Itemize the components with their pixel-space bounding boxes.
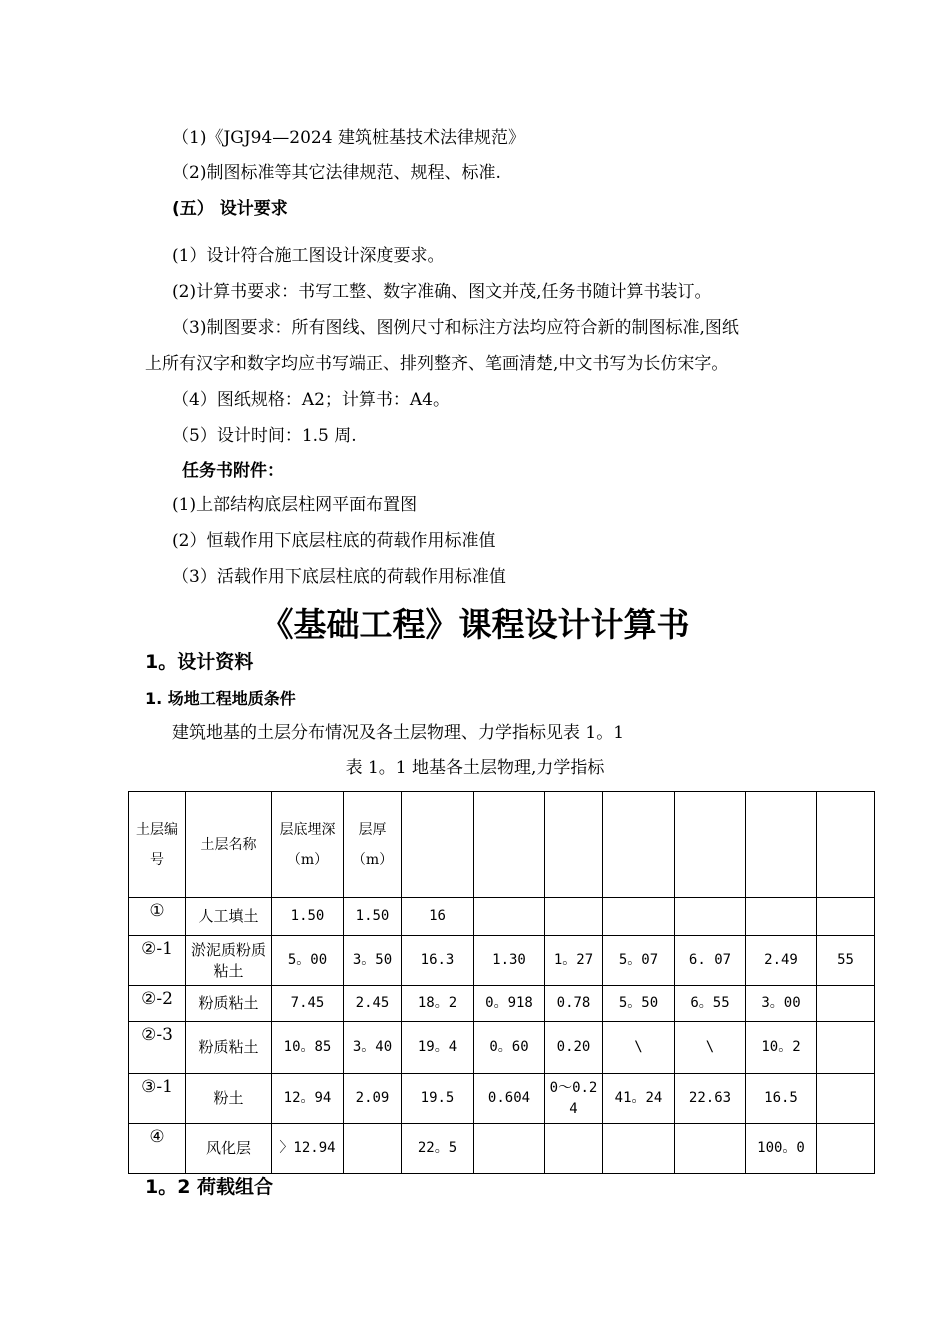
table-row (129, 898, 875, 936)
section-heading-design-requirements: (五） 设计要求 (172, 199, 288, 219)
cell-layer-no: ③-1 (129, 1074, 186, 1124)
requirement-3-line-2: 上所有汉字和数字均应书写端正、排列整齐、笔画清楚,中文书写为长仿宋字。 (145, 354, 729, 374)
cell-value (746, 898, 817, 936)
attachment-1: (1)上部结构底层柱网平面布置图 (172, 495, 418, 515)
requirement-4: （4）图纸规格：A2；计算书：A4。 (172, 390, 451, 410)
cell-value (817, 1074, 875, 1124)
cell-value: 3。40 (344, 1022, 402, 1074)
requirement-2: (2)计算书要求：书写工整、数字准确、图文并茂,任务书随计算书装订。 (172, 282, 712, 302)
header-empty (545, 792, 603, 898)
cell-value: 3。50 (344, 936, 402, 986)
cell-value: 55 (817, 936, 875, 986)
cell-value: 0.20 (545, 1022, 603, 1074)
header-empty (402, 792, 474, 898)
section-1-1-heading: 1. 场地工程地质条件 (145, 689, 296, 708)
cell-value: 22。5 (402, 1124, 474, 1174)
cell-layer-no: ① (129, 898, 186, 936)
attachment-3: （3）活载作用下底层柱底的荷载作用标准值 (172, 567, 506, 587)
cell-value (344, 1124, 402, 1174)
cell-value: 2.49 (746, 936, 817, 986)
cell-value: 19.5 (402, 1074, 474, 1124)
cell-value: 5。07 (603, 936, 675, 986)
cell-value (545, 898, 603, 936)
cell-value: 〉12.94 (272, 1124, 344, 1174)
header-empty (675, 792, 746, 898)
cell-layer-no: ④ (129, 1124, 186, 1174)
cell-value: 6. 07 (675, 936, 746, 986)
table-caption: 表 1。1 地基各土层物理,力学指标 (345, 758, 605, 778)
cell-value: 12。94 (272, 1074, 344, 1124)
header-layer-no: 土层编号 (129, 792, 186, 898)
cell-value: 3。00 (746, 986, 817, 1022)
cell-value: 5。50 (603, 986, 675, 1022)
cell-value: 1.50 (344, 898, 402, 936)
cell-value: 1。27 (545, 936, 603, 986)
header-empty (746, 792, 817, 898)
cell-value (603, 1124, 675, 1174)
table-row (129, 986, 875, 1022)
cell-value: 0～0.24 (545, 1074, 603, 1124)
table-row (129, 1124, 875, 1174)
cell-value: \ (603, 1022, 675, 1074)
requirement-1: (1）设计符合施工图设计深度要求。 (172, 246, 445, 266)
header-bottom-depth: 层底埋深（m） (272, 792, 344, 898)
cell-value (817, 1124, 875, 1174)
attachments-heading: 任务书附件： (182, 461, 284, 481)
cell-layer-name: 粉土 (186, 1074, 272, 1124)
cell-value: 2.09 (344, 1074, 402, 1124)
cell-value (474, 1124, 545, 1174)
requirement-3-line-1: （3)制图要求：所有图线、图例尺寸和标注方法均应符合新的制图标准,图纸 (172, 318, 739, 338)
header-layer-name: 土层名称 (186, 792, 272, 898)
calculation-book-title: 《基础工程》课程设计计算书 (260, 605, 690, 644)
cell-value: 1.50 (272, 898, 344, 936)
cell-value: 1.30 (474, 936, 545, 986)
cell-value: 16.5 (746, 1074, 817, 1124)
cell-value: 16.3 (402, 936, 474, 986)
section-1-2-heading: 1。2 荷载组合 (145, 1176, 274, 1198)
cell-value: 18。2 (402, 986, 474, 1022)
reference-item-2: （2)制图标准等其它法律规范、规程、标准. (172, 163, 501, 183)
cell-value: 100。0 (746, 1124, 817, 1174)
header-thickness: 层厚（m） (344, 792, 402, 898)
cell-value: 5。00 (272, 936, 344, 986)
header-empty (603, 792, 675, 898)
cell-value: 7.45 (272, 986, 344, 1022)
cell-layer-name: 粉质粘土 (186, 986, 272, 1022)
cell-value (817, 986, 875, 1022)
table-row (129, 1022, 875, 1074)
soil-properties-table (128, 791, 875, 1174)
cell-value: 10。2 (746, 1022, 817, 1074)
cell-value: \ (675, 1022, 746, 1074)
cell-value: 22.63 (675, 1074, 746, 1124)
header-empty (474, 792, 545, 898)
cell-value: 19。4 (402, 1022, 474, 1074)
cell-value (545, 1124, 603, 1174)
requirement-5: （5）设计时间：1.5 周. (172, 426, 357, 446)
cell-value: 10。85 (272, 1022, 344, 1074)
header-empty (817, 792, 875, 898)
table-row (129, 1074, 875, 1124)
cell-layer-no: ②-1 (129, 936, 186, 986)
cell-value (603, 898, 675, 936)
attachment-2: (2）恒载作用下底层柱底的荷载作用标准值 (172, 531, 496, 551)
cell-layer-name: 淤泥质粉质粘土 (186, 936, 272, 986)
section-1-heading: 1。设计资料 (145, 651, 254, 673)
cell-value (817, 1022, 875, 1074)
cell-value: 2.45 (344, 986, 402, 1022)
cell-value: 0。918 (474, 986, 545, 1022)
cell-value (675, 898, 746, 936)
cell-layer-name: 风化层 (186, 1124, 272, 1174)
cell-layer-no: ②-2 (129, 986, 186, 1022)
cell-value: 6。55 (675, 986, 746, 1022)
cell-value (817, 898, 875, 936)
table-row (129, 936, 875, 986)
cell-layer-no: ②-3 (129, 1022, 186, 1074)
table-header-row (129, 792, 875, 898)
cell-value: 0.78 (545, 986, 603, 1022)
cell-layer-name: 粉质粘土 (186, 1022, 272, 1074)
cell-value (675, 1124, 746, 1174)
table-intro-text: 建筑地基的土层分布情况及各土层物理、力学指标见表 1。1 (172, 723, 625, 743)
reference-item-1: （1)《JGJ94—2024 建筑桩基技术法律规范》 (172, 128, 525, 148)
cell-value: 16 (402, 898, 474, 936)
cell-value: 0。60 (474, 1022, 545, 1074)
cell-value: 0.604 (474, 1074, 545, 1124)
cell-layer-name: 人工填土 (186, 898, 272, 936)
cell-value (474, 898, 545, 936)
cell-value: 41。24 (603, 1074, 675, 1124)
